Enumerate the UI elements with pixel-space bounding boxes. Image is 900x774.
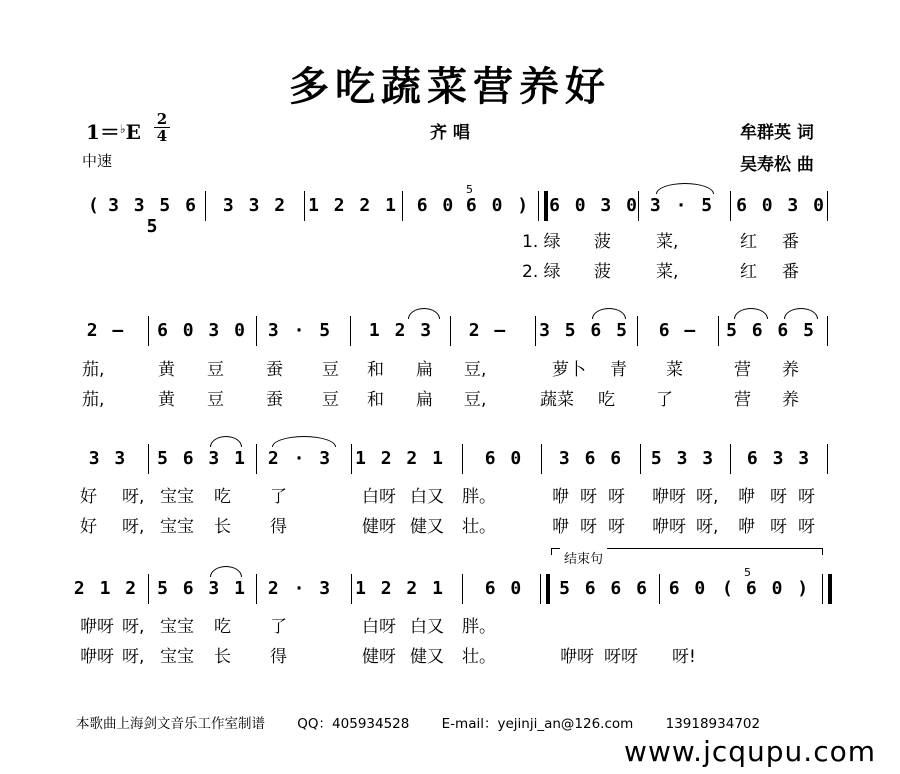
measure: 5 3 3 (650, 448, 716, 469)
measure: 6 0 (484, 578, 524, 599)
measure: 1 2 2 1 (308, 195, 398, 216)
measure: 3 3 5 6 5 (108, 195, 198, 237)
measure: 5 6 3 1 (157, 578, 247, 599)
measure: 6 3 3 (746, 448, 812, 469)
grace-note: 5 (744, 566, 751, 579)
measure: 2 1 2 (73, 578, 139, 599)
measure: 5 6 3 1 (157, 448, 247, 469)
measure: 6 0 ) (745, 578, 811, 599)
open-parenthesis: ( (88, 195, 99, 216)
measure: 1 2 2 1 (355, 578, 445, 599)
email-contact: E-mail：yejinji_an@126.com (441, 716, 634, 732)
measure: 6 – (658, 320, 698, 341)
ending-label: 结束句 (560, 548, 607, 567)
measure: 6 0 3 0 (736, 195, 826, 216)
measure: 2 – (468, 320, 508, 341)
footer-info (76, 712, 788, 732)
measure: 3 3 (88, 448, 128, 469)
measure: 3 · 5 (267, 320, 333, 341)
open-parenthesis: ( (722, 578, 733, 599)
measure: 2 · 3 (267, 578, 333, 599)
measure: 6 0 (416, 195, 456, 216)
site-watermark: www.jcqupu.com (624, 735, 876, 768)
measure: 5 6 6 5 (726, 320, 816, 341)
measure: 6 0 (668, 578, 708, 599)
song-title: 多吃蔬菜营养好 (289, 63, 611, 110)
measure: 6 0 (484, 448, 524, 469)
measure: 2 – (86, 320, 126, 341)
measure: 2 · 3 (267, 448, 333, 469)
measure: 1 2 3 (368, 320, 434, 341)
composer-credit: 吴寿松 曲 (740, 155, 814, 175)
measure: 3 5 6 5 (539, 320, 629, 341)
measure: 6 0 3 0 (157, 320, 247, 341)
measure: 1 2 2 1 (355, 448, 445, 469)
measure: 5 6 6 6 (559, 578, 649, 599)
phone-contact: 13918934702 (665, 716, 761, 732)
tempo-marking: 中速 (82, 152, 113, 170)
measure: 6 0 3 0 (549, 195, 639, 216)
time-signature: 2 4 (154, 112, 170, 143)
measure: 3 6 6 (558, 448, 624, 469)
grace-note: 5 (466, 183, 473, 196)
performance-mode: 齐 唱 (430, 123, 470, 143)
key-signature: 1＝♭E (86, 120, 141, 144)
lyricist-credit: 牟群英 词 (740, 123, 814, 143)
measure: 3 · 5 (649, 195, 715, 216)
measure: 3 3 2 (222, 195, 288, 216)
measure: 6 0 ) (465, 195, 531, 216)
maker-credit: 本歌曲上海剑文音乐工作室制谱 (76, 716, 265, 732)
qq-contact: QQ：405934528 (297, 716, 410, 732)
